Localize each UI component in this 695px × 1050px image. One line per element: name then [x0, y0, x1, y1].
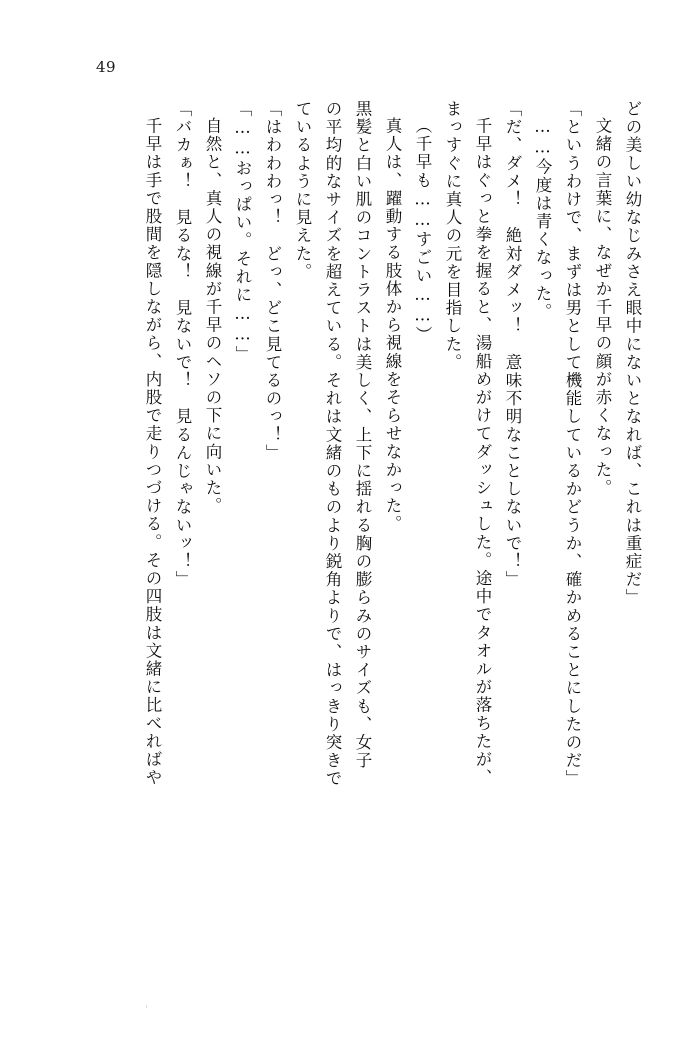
text-column: 黒髪と白い肌のコントラストは美しく、上下に揺れる胸の膨らみのサイズも、女子: [353, 100, 372, 770]
text-column: どの美しい幼なじみさえ眼中にないとなれば、これは重症だ」: [623, 100, 642, 607]
text-column: 「……おっぱい。それに……」: [233, 100, 252, 364]
text-column: 文緒の言葉に、なぜか千早の顔が赤くなった。: [593, 117, 612, 498]
text-column: まっすぐに真人の元を目指した。: [443, 100, 462, 372]
text-column: の平均的なサイズを超えている。それは文緒のものより鋭角よりで、はっきり突きで: [323, 100, 342, 788]
vertical-text-body: [62, 100, 640, 980]
text-column: （千早も……すごい……）: [413, 117, 432, 345]
text-column: 「というわけで、まずは男として機能しているかどうか、確かめることにしたのだ」: [563, 100, 582, 788]
text-column: 「バカぁ！ 見るな！ 見ないで！ 見るんじゃないッ！」: [173, 100, 192, 589]
watermark: ': [145, 1003, 150, 1016]
text-column: 「だ、ダメ！ 絶対ダメッ！ 意味不明なことしないで！」: [503, 100, 522, 589]
text-column: 千早はぐっと拳を握ると、湯船めがけてダッシュした。途中でタオルが落ちたが、: [473, 117, 492, 787]
text-column: 千早は手で股間を隠しながら、内股で走りつづける。その四肢は文緒に比べればや: [143, 117, 162, 787]
page-number: 49: [96, 58, 117, 76]
text-column: 真人は、躍動する肢体から視線をそらせなかった。: [383, 117, 402, 534]
text-column: ているように見えた。: [293, 100, 312, 281]
text-column: 「はわわわっ！ どっ、どこ見てるのっ！」: [263, 100, 282, 462]
text-column: 自然と、真人の視線が千早のヘソの下に向いた。: [203, 117, 222, 516]
text-column: ……今度は青くなった。: [533, 117, 552, 322]
